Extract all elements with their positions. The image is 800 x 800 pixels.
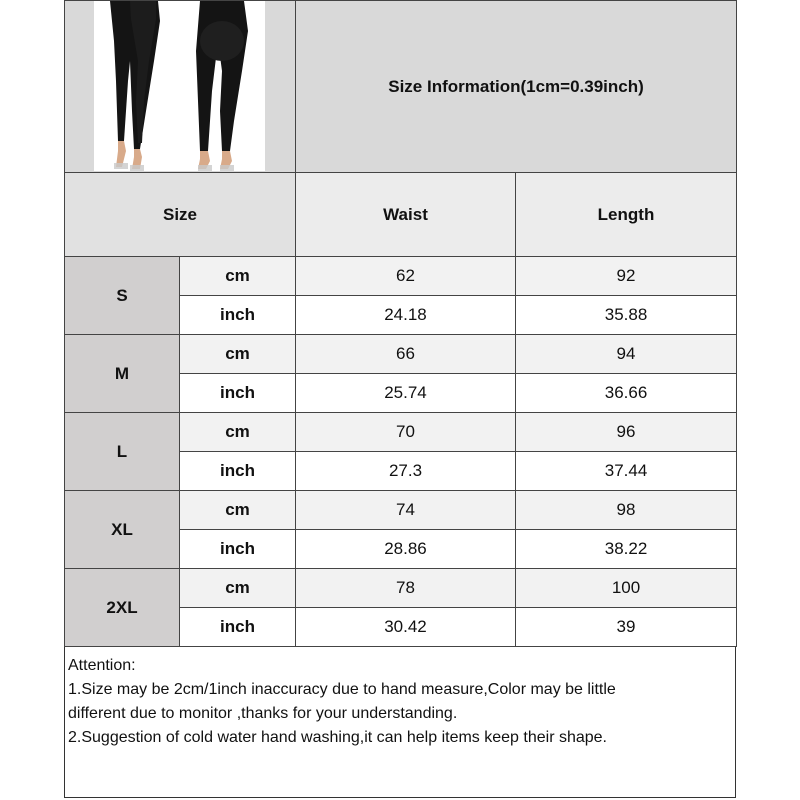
table-row (65, 491, 737, 530)
waist-cell: 30.42 (296, 608, 516, 647)
table-row (65, 257, 737, 296)
waist-cell: 70 (296, 413, 516, 452)
header-row-top (65, 1, 737, 173)
waist-cell: 24.18 (296, 296, 516, 335)
size-info-title: Size Information(1cm=0.39inch) (296, 1, 737, 173)
table-row (65, 569, 737, 608)
product-photo (94, 1, 265, 171)
length-cell: 37.44 (516, 452, 737, 491)
waist-cell: 25.74 (296, 374, 516, 413)
notes-heading: Attention: (68, 657, 136, 674)
waist-cell: 78 (296, 569, 516, 608)
notes-line: different due to monitor ,thanks for your understanding. (68, 705, 458, 722)
length-column-header: Length (516, 173, 737, 257)
length-cell: 92 (516, 257, 737, 296)
size-name-cell: M (65, 335, 180, 413)
waist-cell: 62 (296, 257, 516, 296)
attention-notes (68, 654, 728, 750)
length-cell: 100 (516, 569, 737, 608)
waist-cell: 28.86 (296, 530, 516, 569)
unit-cell: inch (180, 608, 296, 647)
size-name-cell: S (65, 257, 180, 335)
unit-cell: inch (180, 374, 296, 413)
leggings-photo-icon (94, 1, 265, 171)
size-chart-table (64, 0, 737, 647)
length-cell: 98 (516, 491, 737, 530)
notes-line: 1.Size may be 2cm/1inch inaccuracy due to hand measure,Color may be little (68, 681, 616, 698)
size-name-cell: 2XL (65, 569, 180, 647)
product-photo-cell (65, 1, 296, 173)
waist-cell: 66 (296, 335, 516, 374)
header-row-columns (65, 173, 737, 257)
unit-cell: cm (180, 569, 296, 608)
table-row (65, 335, 737, 374)
length-cell: 94 (516, 335, 737, 374)
length-cell: 36.66 (516, 374, 737, 413)
notes-line: 2.Suggestion of cold water hand washing,it can help items keep their shape. (68, 729, 607, 746)
unit-cell: inch (180, 296, 296, 335)
size-column-header: Size (65, 173, 296, 257)
unit-cell: cm (180, 491, 296, 530)
unit-cell: inch (180, 530, 296, 569)
length-cell: 96 (516, 413, 737, 452)
length-cell: 35.88 (516, 296, 737, 335)
waist-column-header: Waist (296, 173, 516, 257)
length-cell: 39 (516, 608, 737, 647)
size-name-cell: XL (65, 491, 180, 569)
unit-cell: cm (180, 335, 296, 374)
waist-cell: 27.3 (296, 452, 516, 491)
size-name-cell: L (65, 413, 180, 491)
table-row (65, 413, 737, 452)
waist-cell: 74 (296, 491, 516, 530)
length-cell: 38.22 (516, 530, 737, 569)
unit-cell: inch (180, 452, 296, 491)
unit-cell: cm (180, 257, 296, 296)
unit-cell: cm (180, 413, 296, 452)
